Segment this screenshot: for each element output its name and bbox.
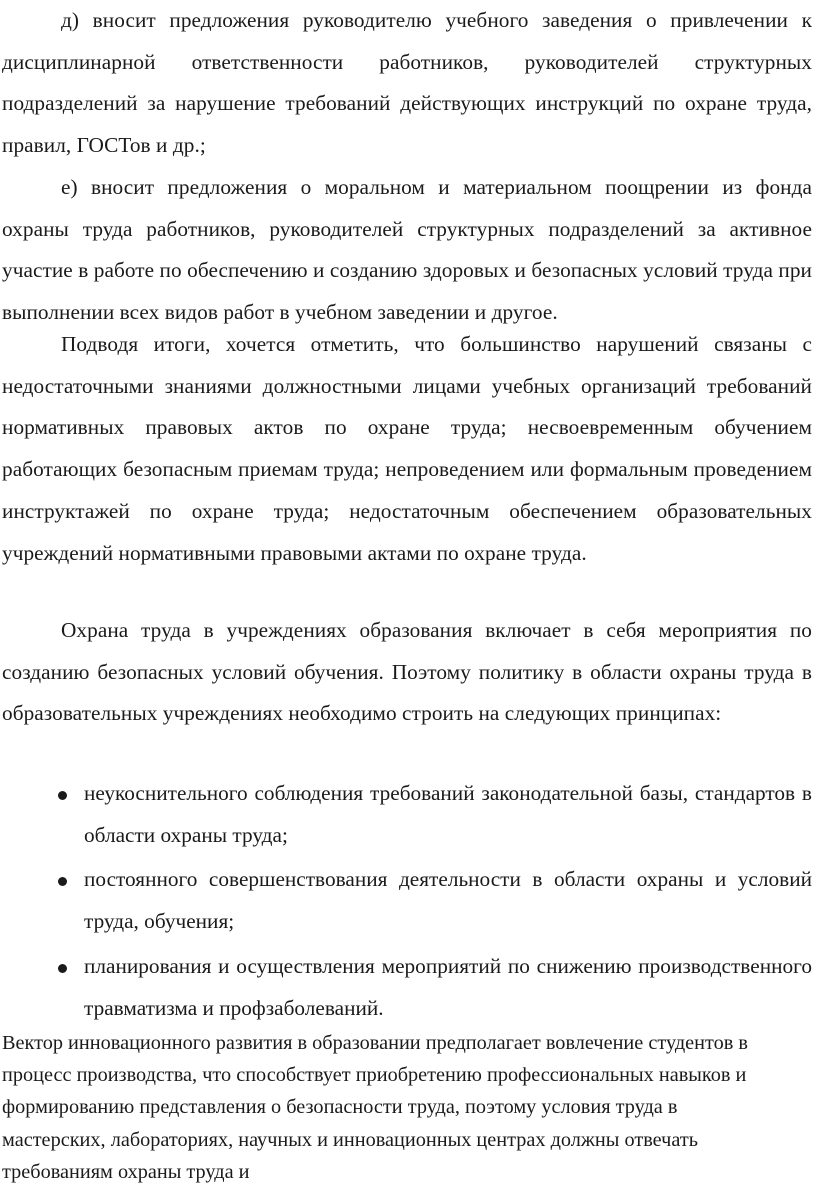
list-item — [0, 773, 812, 856]
list-item-text: постоянного совершенствования деятельности в области охраны и условий труда, обучения; — [84, 867, 812, 934]
bullet-icon — [58, 877, 67, 886]
list-item — [0, 859, 812, 942]
list-item-text: неукоснительного соблюдения требований законодательной базы, стандартов в области охраны труда; — [84, 781, 812, 847]
paragraph-d-proposals-disciplinary: д) вносит предложения руководителю учебного заведения о привлечении к дисциплинарной ответственности работников, руководителей структурных подразделений за нарушение требований действующих инструкций по охране труда, правил, ГОСТов и др.; — [2, 8, 812, 158]
paragraph-e-proposals-encouragement: е) вносит предложения о моральном и материальном поощрении из фонда охраны труда работников, руководителей структурных подразделений за активное участие в работе по обеспечению и созданию здоровых и безопасных условий труда при выполнении всех видов работ в учебном заведении и другое. — [2, 175, 812, 325]
list-item-text: планирования и осуществления мероприятий по снижению производственного травматизма и профзаболеваний. — [84, 953, 812, 1020]
list-item — [0, 946, 812, 1029]
bullet-icon — [58, 791, 67, 800]
paragraph-summary-violations: Подводя итоги, хочется отметить, что большинство нарушений связаны с недостаточными знаниями должностными лицами учебных организаций требований нормативных правовых актов по охране труда; несвоевременным обучением работающих безопасным приемам труда; непроведением или формальным проведением инструктажей по охране труда; недостаточным обеспечением образовательных учреждений нормативными правовыми актами по охране труда. — [2, 332, 812, 565]
principles-list — [0, 773, 812, 1032]
paragraph-labor-protection-policy: Охрана труда в учреждениях образования включает в себя мероприятия по созданию безопасных условий обучения. Поэтому политику в области охраны труда в образовательных учреждениях необходимо строить на следующих принципах: — [2, 618, 812, 726]
bullet-icon — [58, 964, 67, 973]
paragraph-innovation-vector: Вектор инновационного развития в образовании предполагает вовлечение студентов в процесс производства, что способствует приобретению профессиональных навыков и формированию представления о безопасности труда, поэтому условия труда в мастерских, лабораториях, научных и инновационных центрах должны отвечать требованиям охраны труда и — [2, 1032, 748, 1183]
